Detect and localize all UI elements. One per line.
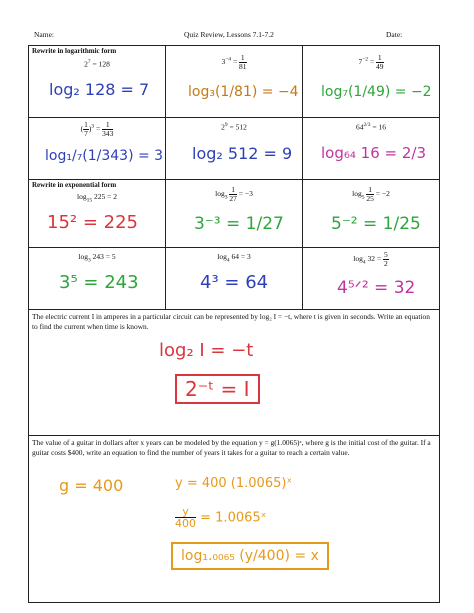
problem-5 bbox=[166, 118, 303, 179]
exp-row-2 bbox=[29, 248, 439, 310]
word-problem-2-answer-y: y = 400 (1.0065)ˣ bbox=[175, 476, 293, 491]
problem-4-text: ( $\frac{1}{7}$ )$^3$ = $\frac{1}{343}$ bbox=[80, 120, 114, 138]
section-title-log: Rewrite in logarithmic form bbox=[32, 47, 117, 55]
answer-2: log₃(1/81) = −4 bbox=[188, 84, 299, 100]
problem-9-text: $\log_5$ $\frac{1}{25}$ = −2 bbox=[352, 185, 390, 203]
answer-3: log₇(1/49) = −2 bbox=[321, 84, 432, 100]
problem-7-text: $\log_{15} 225 = 2$ bbox=[77, 192, 117, 204]
problem-1-text: $2^7 = 128$ bbox=[84, 59, 110, 69]
answer-1: log₂ 128 = 7 bbox=[49, 80, 150, 99]
answer-10: 3⁵ = 243 bbox=[59, 272, 139, 293]
word-problem-1-answer-b: 2⁻ᵗ = I bbox=[175, 374, 260, 404]
section-title-exp: Rewrite in exponential form bbox=[32, 181, 117, 189]
answer-12: 4⁵ᐟ² = 32 bbox=[337, 278, 416, 298]
problem-6-text: $64^{2/3} = 16$ bbox=[355, 122, 386, 132]
answer-8: 3⁻³ = 1/27 bbox=[194, 214, 284, 234]
answer-5: log₂ 512 = 9 bbox=[192, 144, 293, 163]
word-problem-2-answer-g: g = 400 bbox=[59, 476, 124, 495]
problem-12 bbox=[303, 248, 439, 309]
name-label: Name: bbox=[34, 30, 54, 39]
problem-2-text: $3^{-4}$ = $\frac{1}{81}$ bbox=[221, 53, 247, 71]
problem-2 bbox=[166, 46, 303, 117]
word-problem-2-text: The value of a guitar in dollars after x years can be modeled by the equation y = g(1.0065)ˣ, where g is the initial cost of the guitar. If a guitar costs $400, write an equation to find the number of years it takes for a guitar to reach a certain value. bbox=[32, 438, 431, 457]
exp-row-1 bbox=[29, 180, 439, 248]
problem-10 bbox=[29, 248, 166, 309]
answer-7: 15² = 225 bbox=[47, 212, 139, 233]
word-problem-1 bbox=[29, 310, 439, 436]
word-problem-2 bbox=[29, 436, 439, 602]
worksheet-grid bbox=[28, 45, 440, 603]
problem-11-text: $\log_4 64 = 3$ bbox=[217, 252, 251, 264]
problem-6 bbox=[303, 118, 439, 179]
date-label: Date: bbox=[386, 30, 403, 39]
problem-10-text: $\log_3 243 = 5$ bbox=[78, 252, 116, 264]
problem-1 bbox=[29, 46, 166, 117]
word-problem-1-text: The electric current I in amperes in a particular circuit can be represented by log₂ I = −t, where t is given in seconds. Write an equation to find the current when time is known. bbox=[32, 312, 430, 331]
log-row-2 bbox=[29, 118, 439, 180]
answer-11: 4³ = 64 bbox=[200, 272, 269, 293]
problem-11 bbox=[166, 248, 303, 309]
problem-8 bbox=[166, 180, 303, 247]
answer-4: log₁/₇(1/343) = 3 bbox=[45, 148, 164, 164]
word-problem-1-answer-a: log₂ I = −t bbox=[159, 340, 254, 361]
problem-4 bbox=[29, 118, 166, 179]
page-title: Quiz Review, Lessons 7.1-7.2 bbox=[184, 30, 274, 39]
log-row-1 bbox=[29, 46, 439, 118]
problem-12-text: $\log_4 32$ = $\frac{5}{2}$ bbox=[353, 250, 388, 268]
word-problem-2-cell bbox=[29, 436, 439, 602]
answer-6: log₆₄ 16 = 2/3 bbox=[321, 144, 426, 162]
word-problem-1-cell bbox=[29, 310, 439, 435]
word-problem-2-answer-final: log₁.₀₀₆₅ (y/400) = x bbox=[171, 542, 329, 570]
problem-3-text: $7^{-2}$ = $\frac{1}{49}$ bbox=[358, 53, 384, 71]
word-problem-2-answer-div: $\frac{y}{400}$ = 1.0065ˣ bbox=[175, 505, 267, 530]
problem-5-text: $2^9 = 512$ bbox=[221, 122, 247, 132]
page-header bbox=[34, 30, 442, 44]
problem-9 bbox=[303, 180, 439, 247]
problem-8-text: $\log_3$ $\frac{1}{27}$ = −3 bbox=[215, 185, 253, 203]
answer-9: 5⁻² = 1/25 bbox=[331, 214, 421, 234]
problem-7 bbox=[29, 180, 166, 247]
problem-3 bbox=[303, 46, 439, 117]
